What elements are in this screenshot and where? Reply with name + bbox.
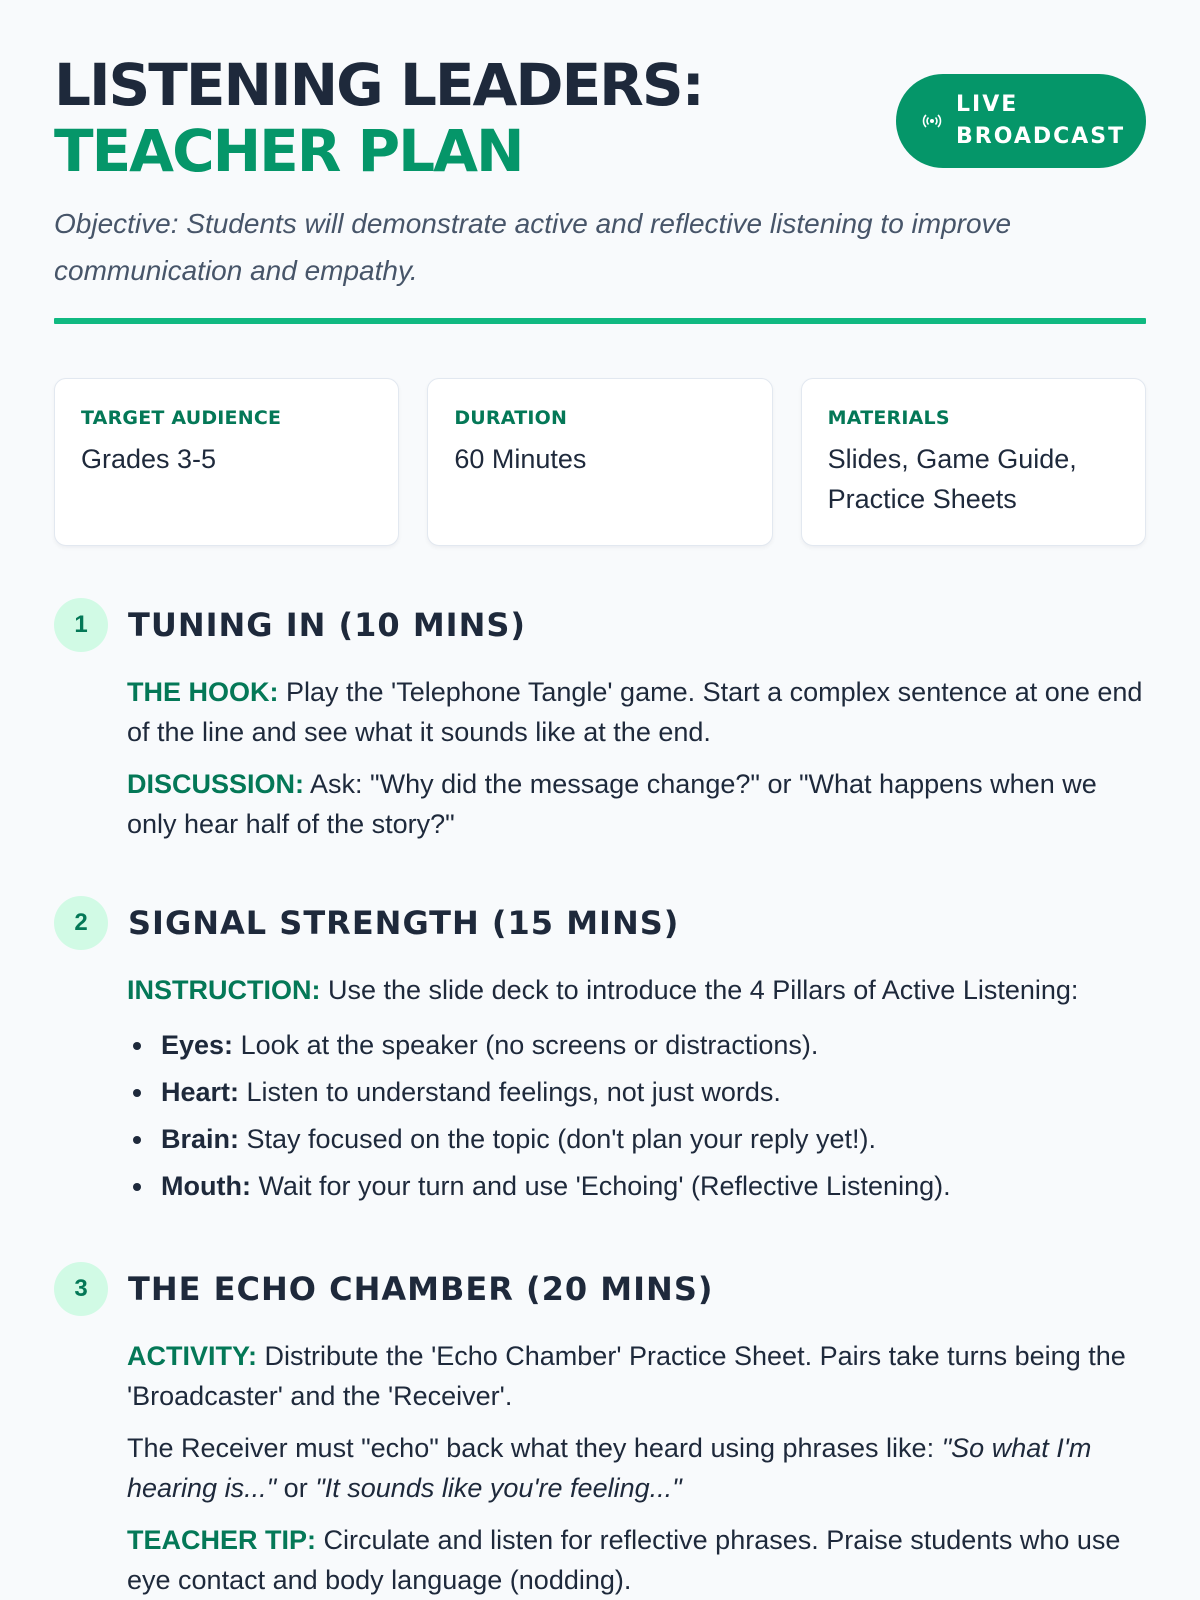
bullet-icon xyxy=(133,1183,141,1191)
teacher-tip-paragraph xyxy=(127,1520,1146,1600)
card-label: MATERIALS xyxy=(827,407,950,429)
activity-label: ACTIVITY: xyxy=(127,1341,257,1371)
section-echo-chamber xyxy=(54,1262,1146,1600)
instruction-paragraph xyxy=(127,970,1146,1010)
section-body xyxy=(127,672,1146,844)
title-line-1: LISTENING LEADERS: xyxy=(54,51,703,119)
objective-text: Objective: Students will demonstrate active and reflective listening to improve communication and empathy. xyxy=(54,208,1012,286)
pillar-text: Listen to understand feelings, not just words. xyxy=(239,1077,781,1107)
section-header xyxy=(54,896,1146,950)
section-tuning-in xyxy=(54,598,1146,844)
echo-paragraph xyxy=(127,1428,1146,1508)
broadcast-icon xyxy=(922,111,942,131)
discussion-text: Ask: "Why did the message change?" or "What happens when we only hear half of the story?" xyxy=(127,769,1097,839)
pillar-text: Wait for your turn and use 'Echoing' (Reflective Listening). xyxy=(250,1171,951,1201)
pillars-list xyxy=(127,1022,1146,1210)
live-badge-line-1: LIVE xyxy=(956,92,1019,117)
header-divider xyxy=(54,318,1146,324)
bullet-icon xyxy=(133,1042,141,1050)
step-number-badge: 2 xyxy=(54,896,108,950)
card-label: DURATION xyxy=(454,407,568,429)
card-value: Slides, Game Guide, Practice Sheets xyxy=(827,444,1077,514)
live-badge-line-2: BROADCAST xyxy=(956,124,1126,149)
bullet-icon xyxy=(133,1136,141,1144)
live-badge-text xyxy=(956,89,1125,153)
echo-phrase-2: "It sounds like you're feeling..." xyxy=(315,1473,682,1503)
card-value: 60 Minutes xyxy=(454,444,587,474)
info-card-materials xyxy=(801,378,1146,546)
section-body xyxy=(127,970,1146,1210)
activity-paragraph xyxy=(127,1336,1146,1416)
info-card-audience xyxy=(54,378,399,546)
discussion-paragraph xyxy=(127,764,1146,844)
discussion-label: DISCUSSION: xyxy=(127,769,305,799)
section-header xyxy=(54,598,1146,652)
pillar-text: Look at the speaker (no screens or distractions). xyxy=(233,1030,819,1060)
section-body xyxy=(127,1336,1146,1600)
list-item xyxy=(127,1163,1146,1210)
title-line-2: TEACHER PLAN xyxy=(54,117,523,185)
hook-label: THE HOOK: xyxy=(127,677,279,707)
info-cards xyxy=(54,378,1146,546)
card-label: TARGET AUDIENCE xyxy=(81,407,282,429)
card-value: Grades 3-5 xyxy=(81,444,217,474)
hook-paragraph xyxy=(127,672,1146,752)
instruction-label: INSTRUCTION: xyxy=(127,975,321,1005)
echo-intro: The Receiver must "echo" back what they heard using phrases like: xyxy=(127,1433,942,1463)
pillar-term: Mouth: xyxy=(161,1171,251,1201)
info-card-duration xyxy=(427,378,772,546)
list-item xyxy=(127,1069,1146,1116)
page-header xyxy=(54,52,1146,190)
pillar-term: Heart: xyxy=(161,1077,240,1107)
pillar-term: Eyes: xyxy=(161,1030,234,1060)
section-title: SIGNAL STRENGTH (15 MINS) xyxy=(128,904,680,942)
section-header xyxy=(54,1262,1146,1316)
list-item xyxy=(127,1116,1146,1163)
bullet-icon xyxy=(133,1089,141,1097)
pillar-term: Brain: xyxy=(161,1124,240,1154)
step-number-badge: 3 xyxy=(54,1262,108,1316)
teacher-tip-label: TEACHER TIP: xyxy=(127,1525,316,1555)
hook-text: Play the 'Telephone Tangle' game. Start a complex sentence at one end of the line and see what it sounds like at the end. xyxy=(127,677,1143,747)
pillar-text: Stay focused on the topic (don't plan your reply yet!). xyxy=(239,1124,877,1154)
section-title: THE ECHO CHAMBER (20 MINS) xyxy=(128,1270,714,1308)
echo-phrase-1: "So what I'm hearing is..." xyxy=(127,1433,1092,1503)
echo-or: or xyxy=(276,1473,316,1503)
list-item xyxy=(127,1022,1146,1069)
instruction-text: Use the slide deck to introduce the 4 Pillars of Active Listening: xyxy=(320,975,1079,1005)
section-title: TUNING IN (10 MINS) xyxy=(128,606,527,644)
activity-text: Distribute the 'Echo Chamber' Practice Sheet. Pairs take turns being the 'Broadcaster' and the 'Receiver'. xyxy=(127,1341,1126,1411)
teacher-tip-text: Circulate and listen for reflective phrases. Praise students who use eye contact and body language (nodding). xyxy=(127,1525,1121,1595)
section-signal-strength xyxy=(54,896,1146,1210)
step-number-badge: 1 xyxy=(54,598,108,652)
live-broadcast-badge xyxy=(896,74,1146,168)
